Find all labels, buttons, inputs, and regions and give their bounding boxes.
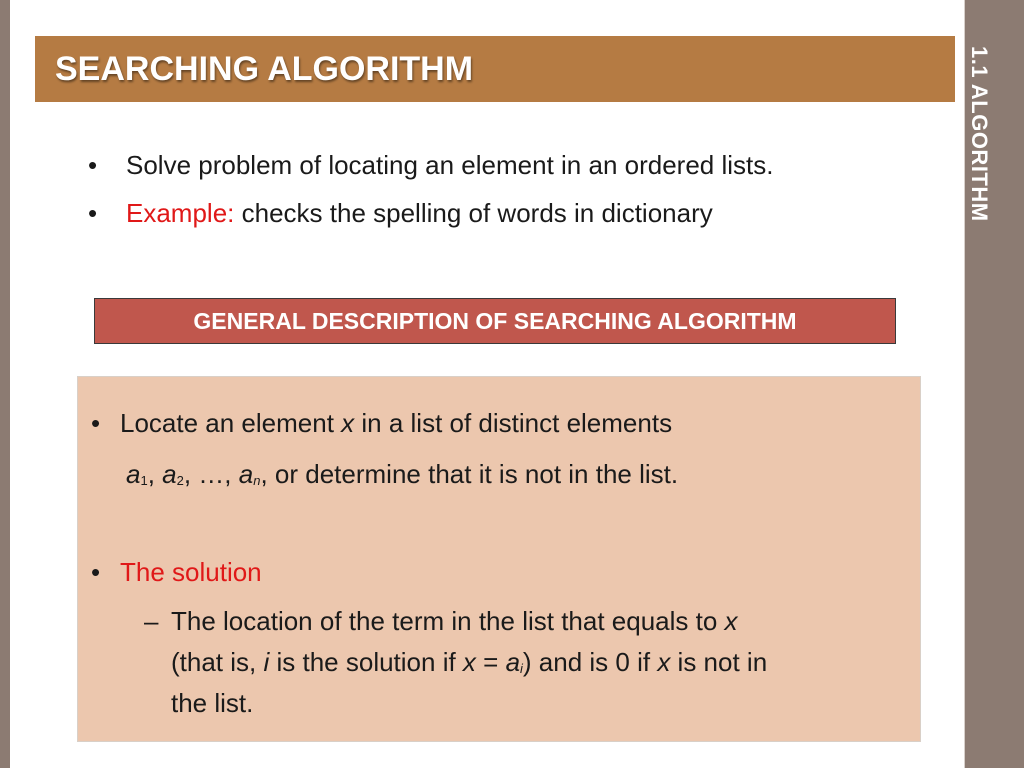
slide-title: SEARCHING ALGORITHM (55, 50, 474, 88)
bullet-icon: • (91, 408, 101, 438)
bullet-icon: • (88, 150, 98, 180)
solution-line-3: the list. (171, 688, 254, 718)
box-bullet-2 (91, 557, 100, 588)
intro-bullets (82, 150, 952, 246)
solution-label: The solution (120, 557, 262, 587)
bullet-item (82, 198, 952, 246)
title-bar (35, 36, 955, 102)
section-header-box (94, 298, 896, 344)
solution-line-1: The location of the term in the list that equals to x (171, 606, 738, 636)
example-text: checks the spelling of words in dictionary (234, 198, 713, 228)
description-box (77, 376, 921, 742)
bullet-text: Solve problem of locating an element in an ordered lists. (126, 150, 774, 180)
bullet-icon: • (91, 557, 101, 587)
box-bullet-1 (91, 408, 100, 439)
locate-line: Locate an element x in a list of distinct elements (120, 408, 673, 438)
bullet-icon: • (88, 198, 98, 228)
dash-icon: – (144, 606, 159, 636)
bullet-text (126, 198, 713, 229)
section-side-label: 1.1 ALGORITHM (967, 46, 992, 222)
solution-line-2: (that is, i is the solution if x = ai) and is 0 if x is not in (171, 647, 768, 677)
sequence-line: a1, a2, …, an, or determine that it is not in the list. (126, 459, 679, 489)
example-label: Example: (126, 198, 235, 228)
bullet-item (82, 150, 952, 198)
section-header: GENERAL DESCRIPTION OF SEARCHING ALGORITHM (193, 307, 797, 334)
left-decor-strip (0, 0, 10, 768)
